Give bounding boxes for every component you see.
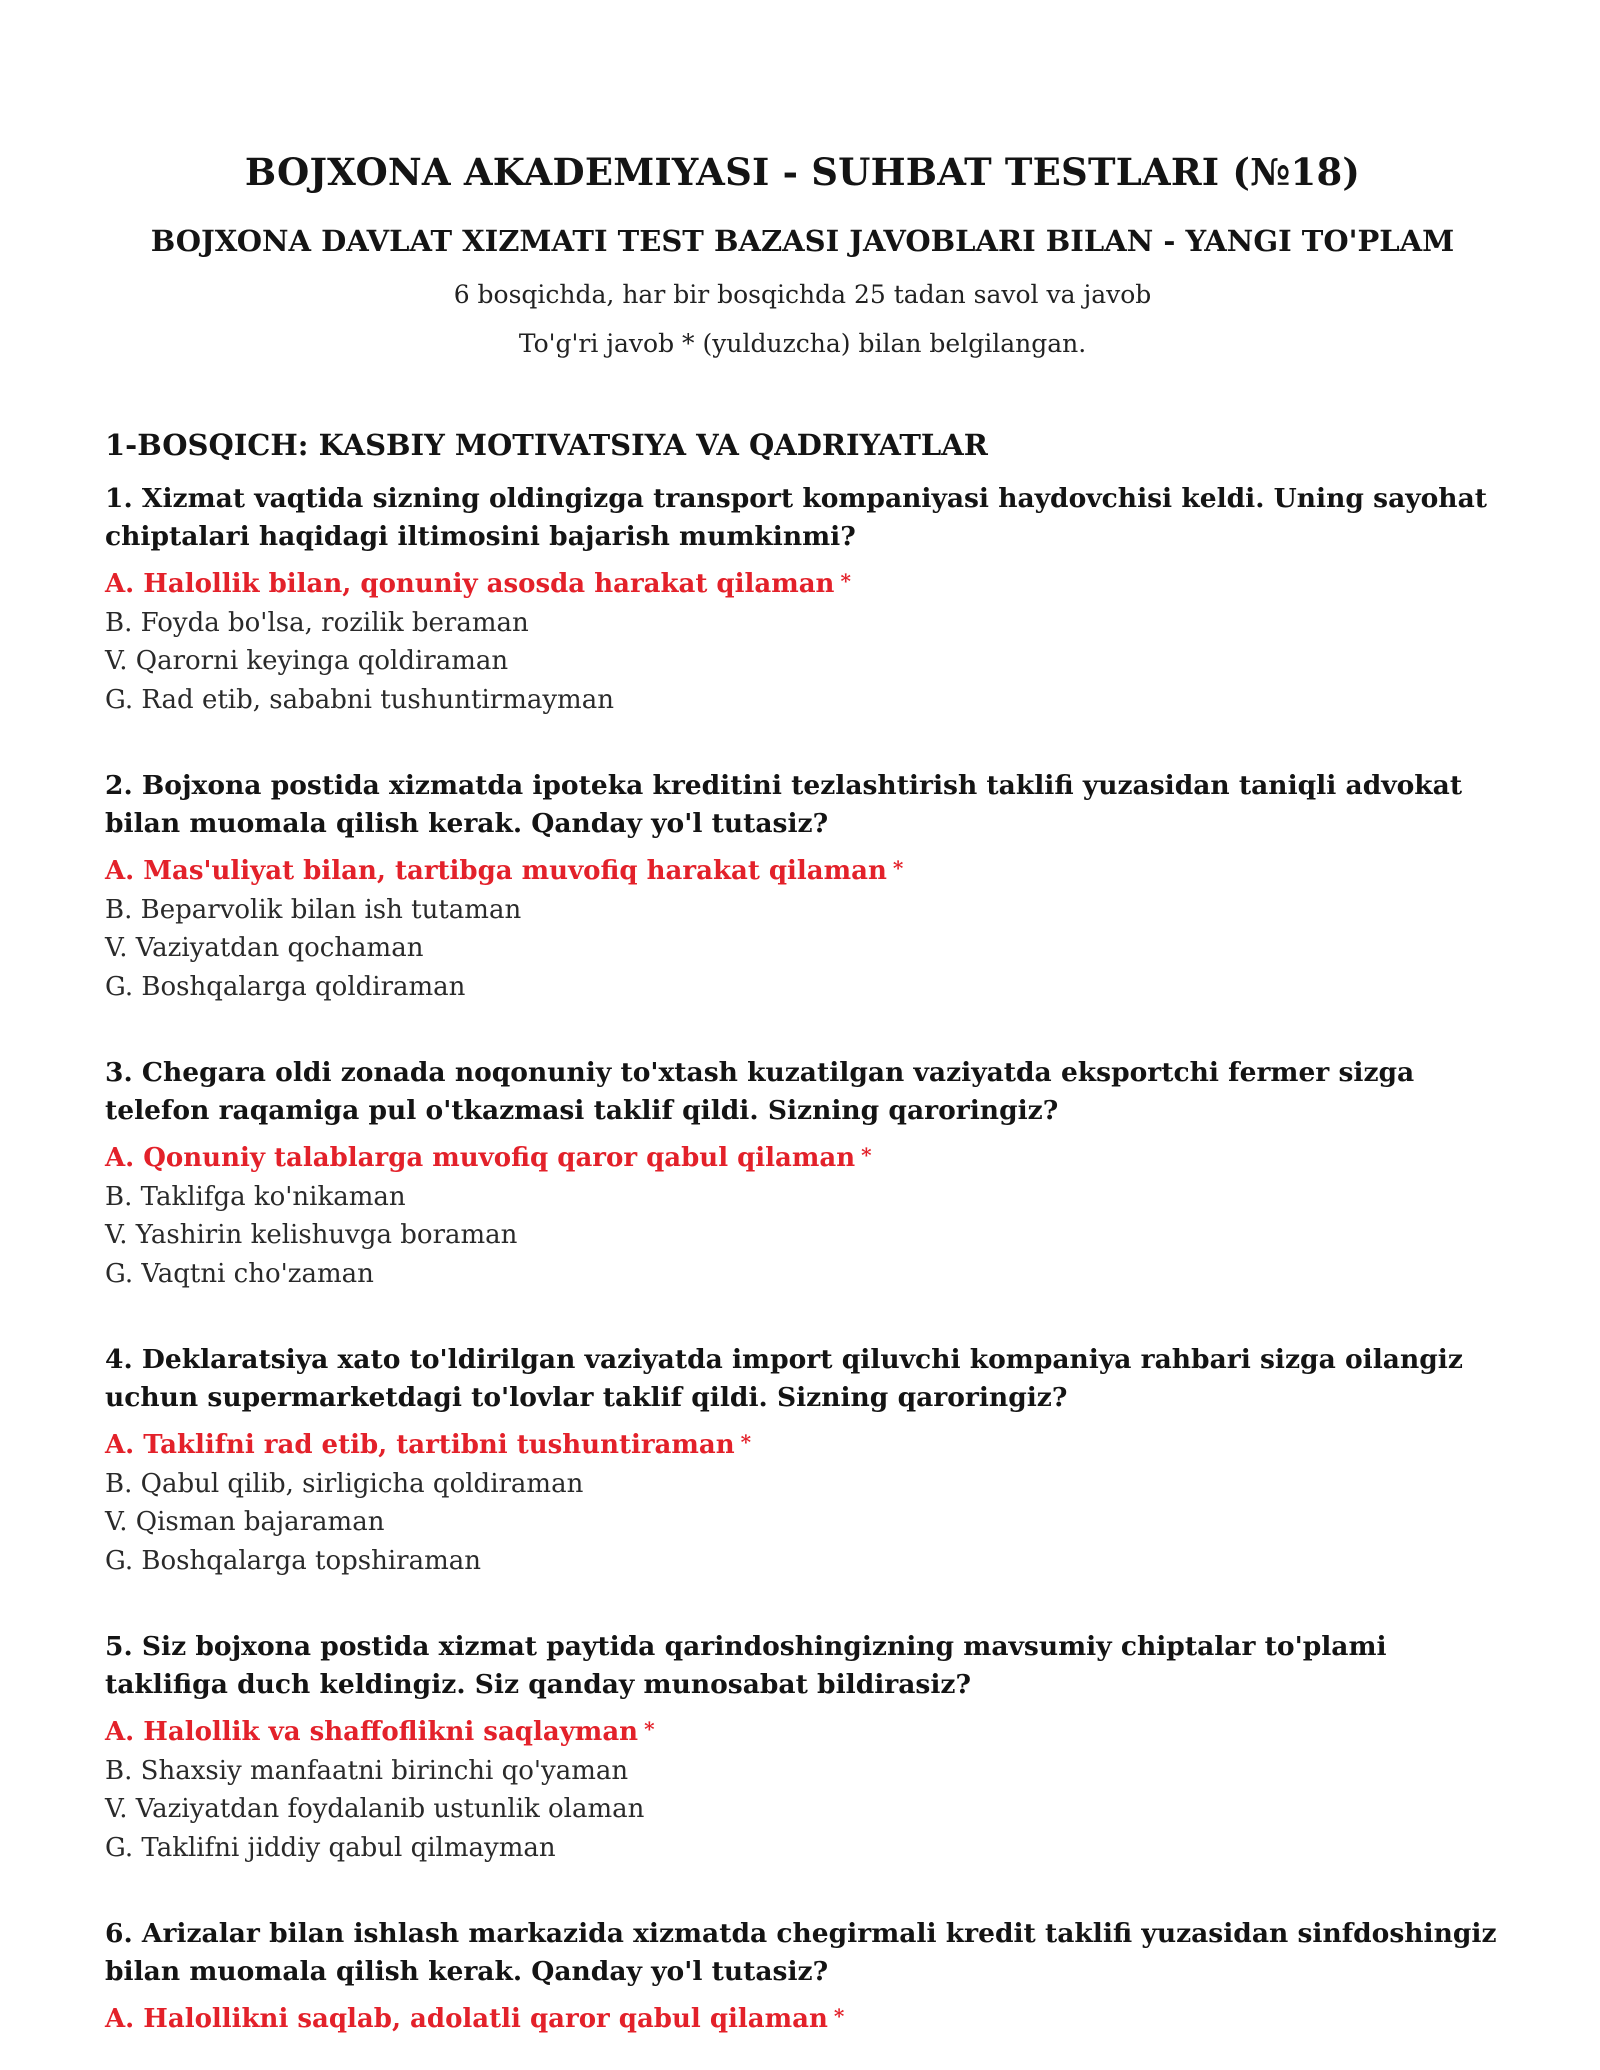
- question-item: [105, 767, 1500, 1006]
- answer-option: V. Vaziyatdan foydalanib ustunlik olaman: [105, 1794, 645, 1824]
- correct-answer-label: A. Halollik va shaffoflikni saqlayman: [105, 1717, 639, 1747]
- correct-marker: *: [861, 1143, 872, 1167]
- correct-answer-label: A. Mas'uliyat bilan, tartibga muvofiq harakat qilaman: [105, 856, 887, 886]
- section-heading: 1-BOSQICH: KASBIY MOTIVATSIYA VA QADRIYATLAR: [105, 428, 988, 462]
- answer-option: G. Taklifni jiddiy qabul qilmayman: [105, 1832, 556, 1863]
- answer-option: V. Qarorni keyinga qoldiraman: [105, 646, 509, 676]
- question-text: 1. Xizmat vaqtida sizning oldingizga transport kompaniyasi haydovchisi keldi. Uning sayohat chiptalari haqidagi iltimosini bajarish mumkinmi?: [105, 483, 1487, 552]
- question-text: 2. Bojxona postida xizmatda ipoteka kreditini tezlashtirish taklifi yuzasidan taniqli advokat bilan muomala qilish kerak. Qanday yo'l tutasiz?: [105, 770, 1463, 839]
- answer-option: V. Yashirin kelishuvga boraman: [105, 1220, 518, 1250]
- document-title: BOJXONA AKADEMIYASI - SUHBAT TESTLARI (№18): [244, 150, 1361, 194]
- correct-answer-label: A. Halollikni saqlab, adolatli qaror qabul qilaman: [105, 2004, 828, 2034]
- answer-option: V. Vaziyatdan qochaman: [105, 933, 424, 963]
- correct-answer: [105, 1997, 1500, 2039]
- correct-answer: [105, 849, 1500, 891]
- answer-option: B. Qabul qilib, sirligicha qoldiraman: [105, 1468, 584, 1499]
- answer-option: G. Boshqalarga qoldiraman: [105, 971, 466, 1002]
- correct-answer-label: A. Halollik bilan, qonuniy asosda harakat qilaman: [105, 569, 835, 599]
- answer-option: B. Shaxsiy manfaatni birinchi qo'yaman: [105, 1755, 629, 1786]
- question-text: 5. Siz bojxona postida xizmat paytida qarindoshingizning mavsumiy chiptalar to'plami taklifiga duch keldingiz. Siz qanday munosabat bildirasiz?: [105, 1631, 1387, 1700]
- question-item: [105, 1915, 1500, 2039]
- answer-option: G. Vaqtni cho'zaman: [105, 1258, 374, 1289]
- correct-answer: [105, 1710, 1500, 1752]
- answer-option: B. Foyda bo'lsa, rozilik beraman: [105, 607, 529, 638]
- correct-answer-label: A. Taklifni rad etib, tartibni tushuntiraman: [105, 1430, 735, 1460]
- question-item: [105, 1341, 1500, 1580]
- question-item: [105, 480, 1500, 719]
- correct-marker: *: [740, 1430, 752, 1454]
- correct-marker: *: [840, 569, 851, 593]
- document-subtitle: BOJXONA DAVLAT XIZMATI TEST BAZASI JAVOBLARI BILAN - YANGI TO'PLAM: [150, 224, 1455, 258]
- correct-answer: [105, 562, 1500, 604]
- answer-option: G. Boshqalarga topshiraman: [105, 1545, 481, 1576]
- correct-answer: [105, 1136, 1500, 1178]
- info-line-legend: To'g'ri javob * (yulduzcha) bilan belgilangan.: [518, 329, 1087, 358]
- correct-answer-label: A. Qonuniy talablarga muvofiq qaror qabul qilaman: [105, 1143, 856, 1173]
- answer-option: B. Beparvolik bilan ish tutaman: [105, 894, 522, 925]
- correct-marker: *: [833, 2004, 845, 2028]
- answer-option: G. Rad etib, sababni tushuntirmayman: [105, 684, 614, 715]
- correct-marker: *: [892, 856, 904, 880]
- correct-answer: [105, 1423, 1500, 1465]
- answer-option: B. Taklifga ko'nikaman: [105, 1181, 406, 1212]
- question-text: 3. Chegara oldi zonada noqonuniy to'xtash kuzatilgan vaziyatda eksportchi fermer sizga telefon raqamiga pul o'tkazmasi taklif qildi. Sizning qaroringiz?: [105, 1057, 1415, 1126]
- question-item: [105, 1054, 1500, 1293]
- question-text: 6. Arizalar bilan ishlash markazida xizmatda chegirmali kredit taklifi yuzasidan sinfdoshingiz bilan muomala qilish kerak. Qanday yo'l tutasiz?: [105, 1918, 1497, 1987]
- correct-marker: *: [644, 1717, 655, 1741]
- question-text: 4. Deklaratsiya xato to'ldirilgan vaziyatda import qiluvchi kompaniya rahbari sizga oilangiz uchun supermarketdagi to'lovlar taklif qildi. Sizning qaroringiz?: [105, 1344, 1463, 1413]
- question-item: [105, 1628, 1500, 1867]
- info-line-stages: 6 bosqichda, har bir bosqichda 25 tadan savol va javob: [453, 280, 1152, 309]
- answer-option: V. Qisman bajaraman: [105, 1507, 385, 1537]
